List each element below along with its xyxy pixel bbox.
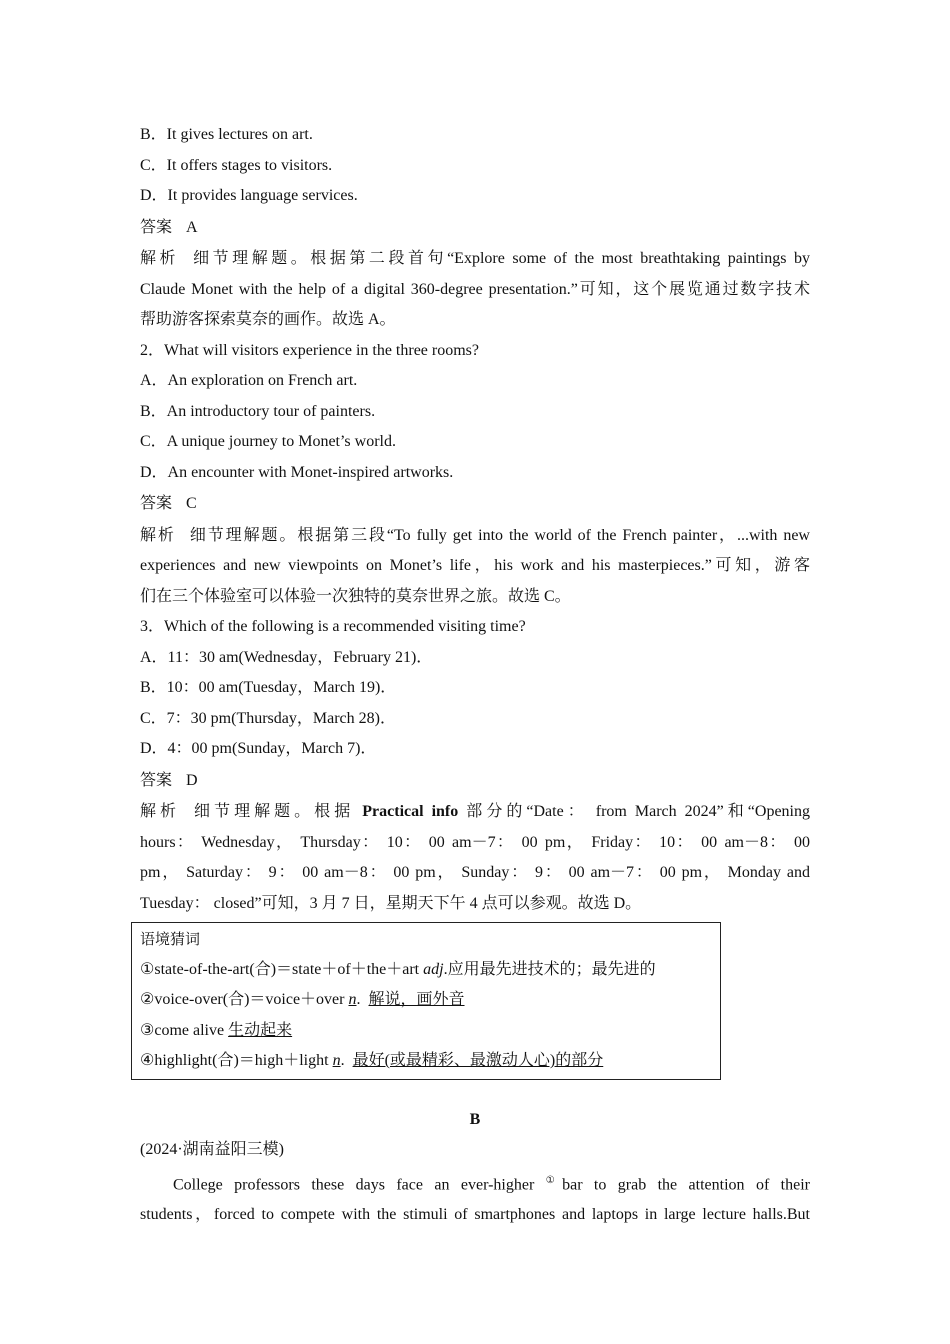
vocab-term: voice-over(合)＝voice＋over xyxy=(154,991,349,1008)
analysis-label: 解析 xyxy=(140,248,180,267)
vocab-meaning: .应用最先进技术的；最先进的 xyxy=(443,960,656,978)
passage-line xyxy=(140,1166,810,1201)
q3-option-c: C．7：30 pm(Thursday，March 28)． xyxy=(140,709,396,727)
answer-label: 答案 xyxy=(140,769,173,789)
vocab-num: ① xyxy=(140,960,155,978)
q2-answer xyxy=(140,488,810,520)
q1-answer xyxy=(140,212,810,244)
q3-option-b: B．10：00 am(Tuesday，March 19)． xyxy=(140,679,397,696)
analysis-line: 们在三个体验室可以体验一次独特的莫奈世界之旅。故选 C。 xyxy=(140,587,571,605)
analysis-line: 细节理解题。根据第二段首句“Explore some of the most breathtaking paintings by xyxy=(193,250,810,267)
vocab-item xyxy=(140,1016,712,1047)
q3-analysis xyxy=(140,796,810,919)
q1-option-c: C．It offers stages to visitors. xyxy=(140,156,333,174)
q2-option-b: B．An introductory tour of painters. xyxy=(140,402,376,420)
analysis-line: 细节理解题。根据第三段“To fully get into the world of the French painter，...with new xyxy=(189,526,810,544)
vocab-pos: n xyxy=(332,1052,341,1069)
vocab-term: state-of-the-art(合)＝state＋of＋the＋art xyxy=(154,960,424,978)
analysis-line: pm， Saturday： 9： 00 am－8： 00 pm， Sunday： 9： 00 am－7： 00 pm， Monday and xyxy=(140,864,810,881)
vocab-item: ②voice-over(合)＝voice＋over n. 解说，画外音 xyxy=(140,991,465,1008)
vocab-num: ② xyxy=(140,991,155,1008)
analysis-line: hours： Wednesday， Thursday： 10： 00 am－7： 00 pm， Friday： 10： 00 am－8： 00 xyxy=(140,833,810,851)
analysis-line: Claude Monet with the help of a digital 360-degree presentation.”可知，这个展览通过数字技术 xyxy=(140,280,810,298)
q1-option-d: D．It provides language services. xyxy=(140,187,358,204)
answer-label: 答案 xyxy=(140,493,173,512)
answer-value: A xyxy=(186,218,198,236)
answer-value: C xyxy=(186,495,197,512)
vocab-box xyxy=(131,922,721,1080)
q2-option-a: A．An exploration on French art. xyxy=(140,372,358,389)
spacer xyxy=(140,1080,810,1105)
q3-question: 3．Which of the following is a recommended visiting time? xyxy=(140,618,526,635)
q2-analysis xyxy=(140,520,810,613)
q1-analysis xyxy=(140,243,810,336)
analysis-label: 解析 xyxy=(140,524,176,544)
analysis-line: 帮助游客探索莫奈的画作。故选 A。 xyxy=(140,311,396,328)
analysis-line: Tuesday： closed”可知，3 月 7 日，星期天下午 4 点可以参观。故选 D。 xyxy=(140,894,642,912)
q1-option-b: B．It gives lectures on art. xyxy=(140,126,313,143)
q2-question: 2．What will visitors experience in the three rooms? xyxy=(140,341,480,359)
section-source: (2024·湖南益阳三模) xyxy=(140,1141,284,1158)
vocab-item: ④highlight(合)＝high＋light n. 最好(或最精彩、最激动人心)的部分 xyxy=(140,1052,604,1069)
passage-text: bar to grab the attention of their xyxy=(562,1175,811,1193)
vocab-pos: n xyxy=(348,991,357,1008)
vocab-title: 语境猜词 xyxy=(140,930,201,948)
analysis-bold-term: Practical info xyxy=(362,803,459,820)
vocab-meaning: 最好(或最精彩、最激动人心)的部分 xyxy=(352,1052,604,1069)
vocab-meaning: 生动起来 xyxy=(228,1021,293,1039)
footnote-marker: ① xyxy=(545,1174,563,1186)
q3-answer xyxy=(140,765,810,797)
vocab-term: highlight(合)＝high＋light xyxy=(154,1052,333,1069)
answer-label: 答案 xyxy=(140,216,173,236)
vocab-term: come alive xyxy=(154,1021,229,1039)
vocab-num: ④ xyxy=(140,1052,155,1069)
answer-value: D xyxy=(186,771,198,789)
vocab-num: ③ xyxy=(140,1021,155,1039)
analysis-line: 部分的“Date： from March 2024”和“Opening xyxy=(466,803,810,820)
passage-text: College professors these days face an ever-higher xyxy=(173,1175,546,1193)
q2-option-c: C．A unique journey to Monet’s world. xyxy=(140,433,396,450)
analysis-line: experiences and new viewpoints on Monet’s life，his work and his masterpieces.”可知，游客 xyxy=(140,557,810,574)
vocab-pos: adj xyxy=(423,960,444,978)
content-column xyxy=(140,120,810,1231)
analysis-label: 解析 xyxy=(140,801,181,820)
q3-option-a: A．11：30 am(Wednesday，February 21)． xyxy=(140,648,433,666)
analysis-line: 细节理解题。根据 xyxy=(194,803,355,820)
vocab-item xyxy=(140,955,712,986)
section-heading: B xyxy=(469,1110,481,1128)
q2-option-d: D．An encounter with Monet-inspired artworks. xyxy=(140,463,454,481)
vocab-meaning: 解说，画外音 xyxy=(368,991,465,1008)
q3-option-d: D．4：00 pm(Sunday，March 7)． xyxy=(140,740,377,757)
passage-line: students，forced to compete with the stimuli of smartphones and laptops in large lecture halls.But xyxy=(140,1206,811,1224)
